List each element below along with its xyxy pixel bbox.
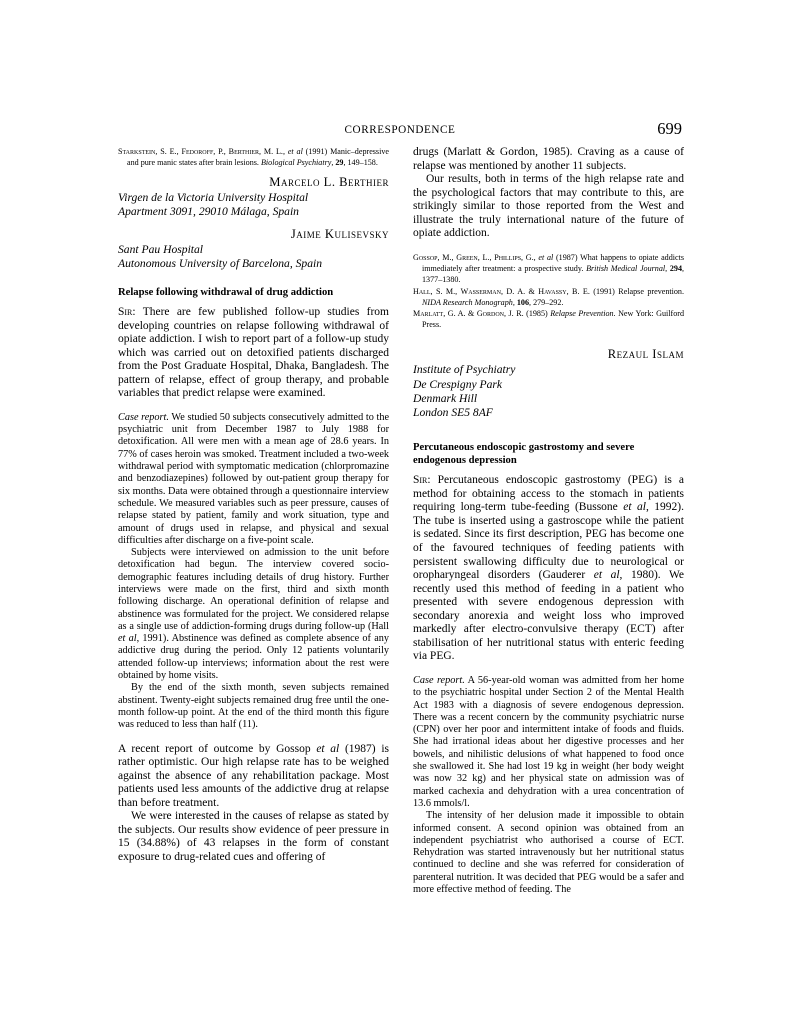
- right-reference-list: [413, 252, 684, 331]
- paragraph: drugs (Marlatt & Gordon, 1985). Craving as a cause of relapse was mentioned by another 11 subjects.: [413, 146, 684, 172]
- address-line: Sant Pau Hospital: [118, 242, 204, 256]
- signature-jaime-kulisevsky: Jaime Kulisevsky: [290, 226, 389, 241]
- paragraph: Sir: Percutaneous endoscopic gastrostomy (PEG) is a method for obtaining access to the stomach in patients requiring long-term tube-feeding (Bussone et al, 1992). The tube is inserted using a gastroscope while the patient is sedated. Since its first description, PEG has become one of the favoured techniques of feeding patients with persistent swallowing difficulty due to neurological or oropharyngeal disorders (Gauderer et al, 1980). We recently used this method of feeding in a patient who presented with severe endogenous depression with secondary anorexia and weight loss who improved markedly after electro-convulsive therapy (ECT) after stabilisation of her nutritional status with enteric feeding via PEG.: [413, 474, 685, 663]
- address-line: Institute of Psychiatry: [413, 363, 516, 377]
- paragraph: Case report. We studied 50 subjects consecutively admitted to the psychiatric unit from December 1987 to July 1988 for detoxification. All were men with a mean age of 28.6 years. In 77% of cases heroin was smoked. Treatment included a two-week withdrawal period with symptomatic medication (chlorpromazine and benzodiazepines) followed by out-patient group therapy for six months. Data were obtained through a questionnaire interview schedule. We measured variables such as peer pressure, causes of relapse stated by patient, family and work situation, type and amount of drugs used in relapse, and physical and sexual difficulties after discharge on a five-point scale.: [118, 411, 389, 546]
- paragraph: We were interested in the causes of relapse as stated by the subjects. Our results show evidence of peer pressure in 15 (34.88%) of 43 relapses in the form of constant exposure to drug-related cues and offering of: [118, 810, 389, 863]
- running-head: [118, 119, 682, 142]
- reference-item: Marlatt, G. A. & Gordon, J. R. (1985) Relapse Prevention. New York: Guilford Press.: [413, 309, 684, 330]
- address-line: Denmark Hill: [413, 391, 478, 405]
- left-top-reference-list: [118, 146, 389, 168]
- paragraph: Sir: There are few published follow-up studies from developing countries on relapse following withdrawal of opiate addiction. I wish to report part of a follow-up study which was carried out on detoxified patients discharged from the Post Graduate Hospital, Dhaka, Bangladesh. The pattern of relapse, effect of group therapy, and probable variables that predict relapse were examined.: [118, 306, 389, 400]
- section-heading-peg: Percutaneous endoscopic gastrostomy and severe endogenous depression: [413, 442, 635, 467]
- paragraph: The intensity of her delusion made it impossible to obtain informed consent. A second opinion was obtained from an independent psychiatrist who authorised a course of ECT. Rehydration was started intravenously but her nutritional status continued to decline and she was referred for consideration of parenteral nutrition. It was decided that PEG would be a safer and more effective method of feeding. The: [413, 810, 684, 895]
- signature-rezaul-islam: Rezaul Islam: [607, 347, 684, 362]
- reference-item: Gossop, M., Green, L., Phillips, G., et al (1987) What happens to opiate addicts immediately after treatment: a prospective study. British Medical Journal, 294, 1377–1380.: [413, 252, 685, 285]
- address-line: Apartment 3091, 29010 Málaga, Spain: [118, 205, 299, 219]
- section-heading-relapse: Relapse following withdrawal of drug addiction: [118, 287, 334, 298]
- reference-item: Starkstein, S. E., Fedoroff, P., Berthier, M. L., et al (1991) Manic–depressive and pure manic states after brain lesions. Biological Psychiatry, 29, 149–158.: [118, 147, 389, 168]
- signature-marcelo-berthier: Marcelo L. Berthier: [269, 175, 389, 190]
- right-column: [413, 146, 685, 895]
- left-column: [118, 146, 389, 886]
- address-line: De Crespigny Park: [413, 377, 503, 391]
- paragraph: Subjects were interviewed on admission to the unit before detoxification had begun. The interview covered socio-demographic features including details of drug history. Further interviews were made on the first, third and sixth month following discharge. An operational definition of relapse and abstinence was formulated for the project. We considered relapse as a single use of addiction-forming drugs during follow-up (Hall et al, 1991). Abstinence was defined as complete absence of any addictive drug during the period. Only 12 patients voluntarily attended follow-up interviews; information about the rest were obtained by home visits.: [118, 547, 389, 682]
- page-number: 699: [657, 119, 682, 138]
- paragraph: A recent report of outcome by Gossop et al (1987) is rather optimistic. Our high relapse rate has to be weighed against the absence of any rehabilitation package. Most patients used less amounts of the addictive drug at relapse than before treatment.: [118, 742, 389, 809]
- address-line: Autonomous University of Barcelona, Spain: [118, 256, 323, 270]
- two-column-body: [118, 146, 685, 895]
- address-line: Virgen de la Victoria University Hospital: [118, 191, 309, 205]
- paragraph: By the end of the sixth month, seven subjects remained abstinent. Twenty-eight subjects remained drug free until the one-month follow-up point. At the end of the third month this figure was reduced to less than half (11).: [118, 682, 389, 731]
- paragraph: Our results, both in terms of the high relapse rate and the psychological factors that may contribute to this, are strikingly similar to those reported from the West and illustrate the truly international nature of the future of opiate addiction.: [413, 173, 684, 240]
- paragraph: Case report. A 56-year-old woman was admitted from her home to the psychiatric hospital under Section 2 of the Mental Health Act 1983 with a diagnosis of severe endogenous depression. There was a recent concern by the community psychiatric nurse (CPN) over her poor and intermittent intake of foods and fluids. She had irrational ideas about her digestive processes and her bowels, and nihilistic delusions of what happened to food once she swallowed it. She had lost 19 kg in weight (her body weight was now 32 kg) and her physical state on admission was of marked cachexia and dehydration with a urea concentration of 13.6 mmols/l.: [413, 674, 684, 809]
- running-head-title: CORRESPONDENCE: [344, 124, 456, 136]
- address-line: London SE5 8AF: [413, 406, 493, 420]
- reference-item: Hall, S. M., Wasserman, D. A. & Havassy, B. E. (1991) Relapse prevention. NIDA Research Monograph, 106, 279–292.: [413, 286, 684, 307]
